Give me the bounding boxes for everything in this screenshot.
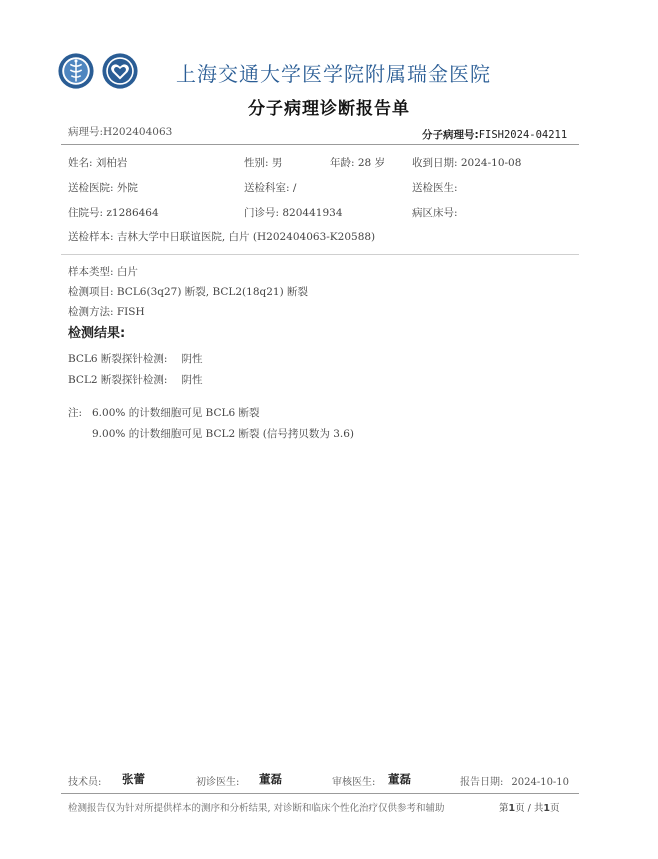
pathology-number-label: 病理号:	[68, 126, 104, 138]
note-line-2: 9.00% 的计数细胞可见 BCL2 断裂 (信号拷贝数为 3.6)	[92, 428, 355, 440]
sample-source: 送检样本: 吉林大学中日联谊医院, 白片 (H202404063-K20588)	[68, 231, 376, 243]
result-probe: BCL2 断裂探针检测:	[68, 374, 168, 386]
technician-label: 技术员:	[68, 777, 102, 788]
molecular-pathology-label: 分子病理号:	[422, 129, 479, 141]
initial-doctor-name: 董磊	[259, 772, 282, 786]
technician-name: 张蕾	[122, 772, 145, 786]
patient-name: 姓名: 刘柏岩	[68, 157, 128, 169]
report-date-value: 2024-10-10	[511, 777, 570, 788]
hospital-name: 上海交通大学医学院附属瑞金医院	[176, 62, 491, 86]
note-line-1: 6.00% 的计数细胞可见 BCL6 断裂	[92, 407, 260, 419]
hospital-heart-logo-icon	[101, 52, 139, 90]
molecular-pathology-value: FISH2024-04211	[478, 129, 568, 141]
report-date-label: 报告日期:	[460, 777, 504, 788]
patient-gender: 性别: 男	[244, 157, 283, 169]
result-value: 阴性	[181, 353, 203, 365]
pathology-number	[68, 124, 172, 139]
disclaimer: 检测报告仅为针对所提供样本的测序和分析结果, 对诊断和临床个性化治疗仅供参考和辅助	[68, 803, 445, 814]
patient-age: 年龄: 28 岁	[330, 157, 386, 169]
review-doctor-label: 审核医生:	[332, 777, 376, 788]
total-pages: 1	[543, 803, 551, 814]
report-date	[460, 773, 569, 788]
sending-hospital: 送检医院: 外院	[68, 182, 138, 194]
hospital-emblem-icon	[57, 52, 95, 90]
review-doctor-name: 董磊	[388, 772, 411, 786]
result-row	[68, 351, 202, 366]
results-heading: 检测结果:	[68, 326, 126, 341]
outpatient-number: 门诊号: 820441934	[244, 207, 343, 219]
test-method: 检测方法: FISH	[68, 306, 145, 318]
divider-top	[61, 144, 579, 145]
report-title: 分子病理诊断报告单	[248, 99, 410, 119]
received-date: 收到日期: 2024-10-08	[412, 157, 522, 169]
current-page: 1	[508, 803, 516, 814]
test-items: 检测项目: BCL6(3q27) 断裂, BCL2(18q21) 断裂	[68, 286, 309, 298]
initial-doctor-label: 初诊医生:	[196, 777, 240, 788]
sending-department: 送检科室: /	[244, 182, 297, 194]
result-value: 阴性	[181, 374, 203, 386]
ward-bed-number: 病区床号:	[412, 207, 458, 219]
divider-middle	[61, 254, 579, 255]
pathology-number-value: H202404063	[103, 126, 173, 138]
page-indicator: 第1页 / 共1页	[499, 803, 560, 814]
inpatient-number: 住院号: z1286464	[68, 207, 159, 219]
sample-type: 样本类型: 白片	[68, 266, 138, 278]
result-probe: BCL6 断裂探针检测:	[68, 353, 168, 365]
divider-footer	[61, 793, 579, 794]
sending-doctor: 送检医生:	[412, 182, 458, 194]
note-prefix: 注:	[68, 407, 83, 419]
molecular-pathology-number	[422, 123, 567, 142]
result-row	[68, 372, 202, 387]
